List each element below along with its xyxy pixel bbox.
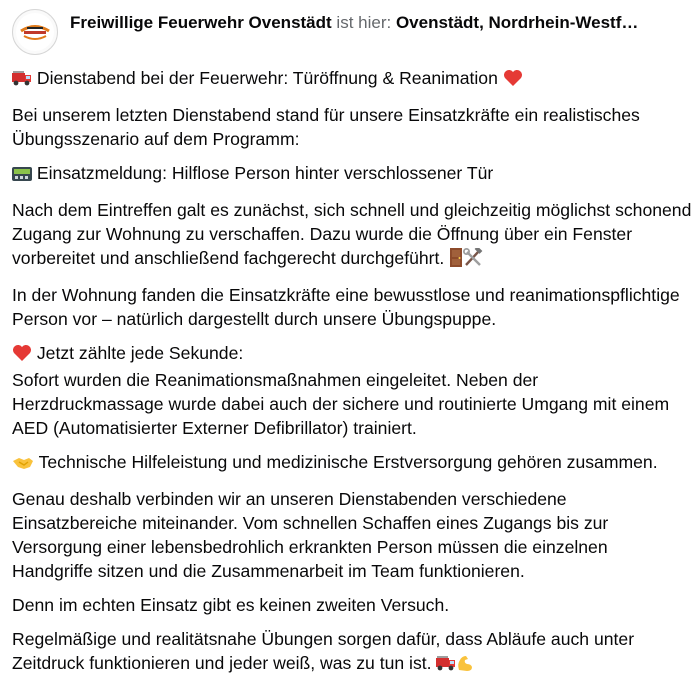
post-header-line — [70, 12, 682, 34]
paragraph-combination: Genau deshalb verbinden wir an unseren Dienstabenden verschiedene Einsatzbereiche miteinander. Vom schnellen Schaffen eines Zugangs bis zur Versorgung einer lebensbedrohlich erkrankten Person müssen die einzelnen Handgriffe sitzen und die Zusammenarbeit im Team funktionieren. — [12, 489, 609, 581]
door-icon — [449, 248, 463, 273]
post-title-text: Dienstabend bei der Feuerwehr: Türöffnung & Reanimation — [32, 68, 503, 88]
paragraph-teamwork — [12, 450, 692, 477]
location-link[interactable]: Ovenstädt, Nordrhein-Westf… — [395, 13, 639, 32]
cpr-heading: Jetzt zählte jede Sekunde: — [32, 343, 244, 363]
header-connector: ist hier: — [331, 13, 396, 32]
fire-department-logo-icon — [15, 12, 55, 52]
closing-text: Regelmäßige und realitätsnahe Übungen sorgen dafür, dass Abläufe auch unter Zeitdruck funktionieren und jeder weiß, was zu tun ist. — [12, 629, 635, 673]
teamwork-text: Technische Hilfeleistung und medizinische Erstversorgung gehören zusammen. — [34, 452, 658, 472]
post-header — [12, 8, 696, 56]
paragraph-intro: Bei unserem letzten Dienstabend stand für unsere Einsatzkräfte ein realistisches Übungsszenario auf dem Programm: — [12, 105, 640, 149]
page-name-link[interactable]: Freiwillige Feuerwehr Ovenstädt — [70, 13, 332, 32]
flexed-biceps-icon — [456, 654, 474, 678]
fire-engine-icon — [12, 69, 32, 93]
paragraph-situation: In der Wohnung fanden die Einsatzkräfte eine bewusstlose und reanimationspflichtige Person vor – natürlich dargestellt durch unsere Übungspuppe. — [12, 285, 680, 329]
red-heart-icon — [12, 344, 32, 368]
paragraph-access — [12, 198, 692, 273]
pager-icon — [12, 164, 32, 188]
fire-engine-icon — [436, 654, 456, 678]
avatar[interactable] — [12, 9, 58, 55]
post-body — [12, 66, 692, 688]
handshake-icon — [12, 453, 34, 477]
cpr-text: Sofort wurden die Reanimationsmaßnahmen eingeleitet. Neben der Herzdruckmassage wurde dabei auch der sichere und routinierte Umgang mit einem AED (Automatisierter Externer Defibrillator) trainiert. — [12, 370, 670, 438]
paragraph-alarm — [12, 161, 692, 188]
paragraph-cpr — [12, 341, 692, 440]
red-heart-icon — [503, 69, 523, 93]
alarm-text: Einsatzmeldung: Hilflose Person hinter verschlossener Tür — [32, 163, 494, 183]
paragraph-no-second-try: Denn im echten Einsatz gibt es keinen zweiten Versuch. — [12, 595, 450, 615]
access-text: Nach dem Eintreffen galt es zunächst, sich schnell und gleichzeitig möglichst schonend Zugang zur Wohnung zu verschaffen. Dazu wurde die Öffnung über ein Fenster vorbereitet und anschließend fachgerecht durchgeführt. — [12, 200, 692, 268]
paragraph-closing — [12, 627, 692, 678]
hammer-wrench-icon — [463, 248, 483, 273]
post-title — [12, 66, 692, 93]
